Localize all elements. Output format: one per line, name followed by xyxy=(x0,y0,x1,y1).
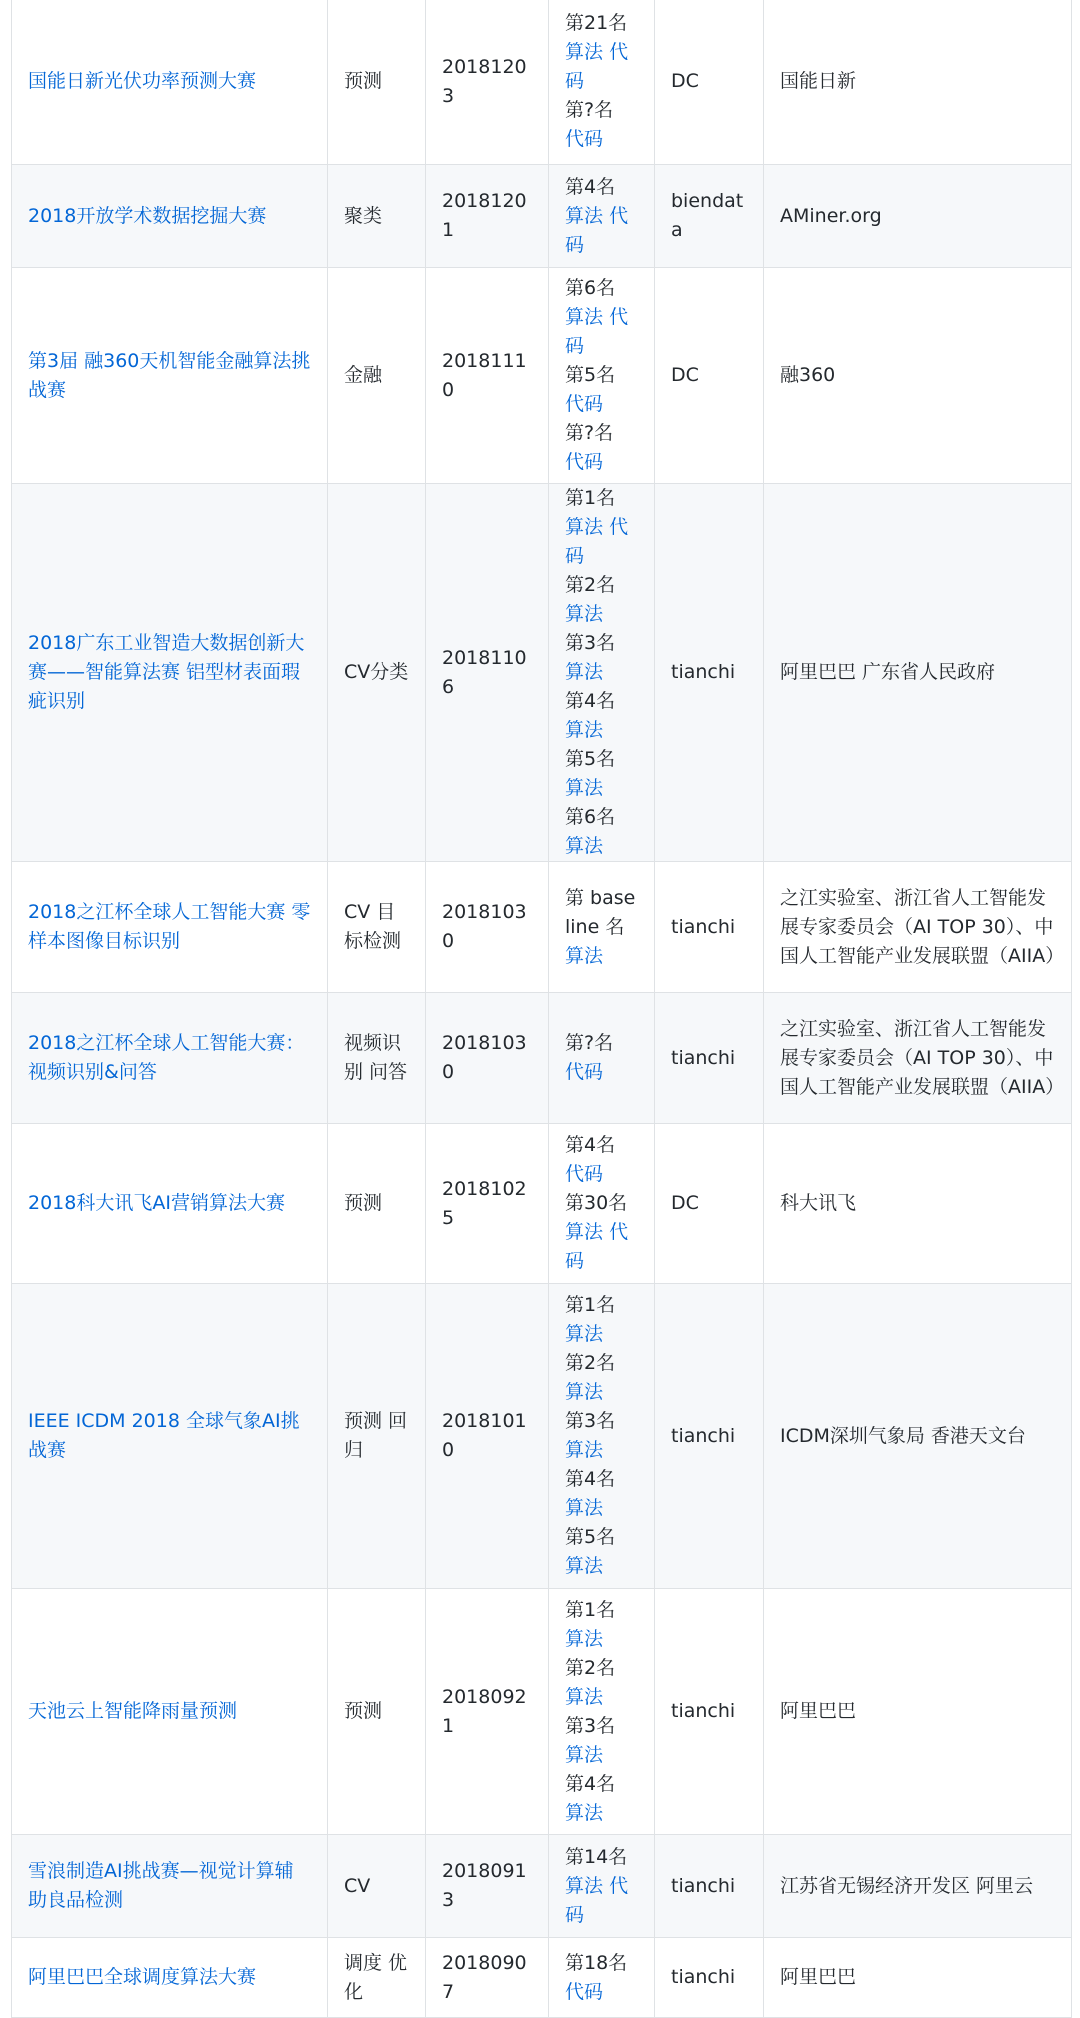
table-row xyxy=(12,0,1072,165)
algorithm-link[interactable]: 算法 xyxy=(565,1497,604,1519)
competition-type-cell: 预测 xyxy=(328,0,426,165)
competition-name-link[interactable]: 阿里巴巴全球调度算法大赛 xyxy=(28,1966,257,1988)
competition-name-link[interactable]: IEEE ICDM 2018 全球气象AI挑战赛 xyxy=(28,1410,300,1461)
competition-date-cell: 20181030 xyxy=(426,862,549,993)
rank-text: 第30名 xyxy=(565,1192,628,1214)
code-link[interactable]: 代码 xyxy=(565,1061,604,1083)
competition-date-cell: 20181010 xyxy=(426,1284,549,1589)
rank-cell xyxy=(549,0,655,165)
competition-type-cell: 预测 xyxy=(328,1124,426,1284)
rank-text: 第5名 xyxy=(565,364,616,386)
competition-name-cell xyxy=(12,1284,328,1589)
table-row xyxy=(12,1284,1072,1589)
code-link[interactable]: 代码 xyxy=(565,1874,629,1926)
competition-name-cell xyxy=(12,484,328,862)
algorithm-link[interactable]: 算法 xyxy=(565,516,604,538)
algorithm-link[interactable]: 算法 xyxy=(565,835,604,857)
algorithm-link[interactable]: 算法 xyxy=(565,1221,604,1243)
rank-text: 第4名 xyxy=(565,1772,616,1795)
sponsor-cell: 之江实验室、浙江省人工智能发展专家委员会（AI TOP 30）、中国人工智能产业发展联盟（AIIA） xyxy=(764,862,1072,993)
rank-text: 第1名 xyxy=(565,487,616,509)
rank-text: 第6名 xyxy=(565,806,616,828)
algorithm-link[interactable]: 算法 xyxy=(565,1801,604,1824)
competition-name-cell xyxy=(12,0,328,165)
competition-name-cell xyxy=(12,1589,328,1835)
algorithm-link[interactable]: 算法 xyxy=(565,306,604,328)
competition-name-cell xyxy=(12,862,328,993)
competition-date-cell: 20181201 xyxy=(426,165,549,268)
competition-date-cell: 20180913 xyxy=(426,1835,549,1938)
platform-cell: tianchi xyxy=(655,1589,764,1835)
competition-date-cell: 20181106 xyxy=(426,484,549,862)
table-row xyxy=(12,484,1072,862)
algorithm-link[interactable]: 算法 xyxy=(565,1874,604,1897)
code-link[interactable]: 代码 xyxy=(565,204,629,256)
algorithm-link[interactable]: 算法 xyxy=(565,777,604,799)
sponsor-cell: 科大讯飞 xyxy=(764,1124,1072,1284)
table-row xyxy=(12,1124,1072,1284)
platform-cell: tianchi xyxy=(655,1938,764,2018)
competition-name-cell xyxy=(12,1835,328,1938)
rank-text: 第3名 xyxy=(565,1714,616,1737)
rank-cell xyxy=(549,993,655,1124)
table-row xyxy=(12,268,1072,484)
rank-cell xyxy=(549,1835,655,1938)
rank-text: 第1名 xyxy=(565,1294,616,1316)
algorithm-link[interactable]: 算法 xyxy=(565,1323,604,1345)
algorithm-link[interactable]: 算法 xyxy=(565,1439,604,1461)
rank-text: 第2名 xyxy=(565,1656,616,1679)
rank-text: 第?名 xyxy=(565,422,614,444)
code-link[interactable]: 代码 xyxy=(565,41,629,92)
competition-name-cell xyxy=(12,165,328,268)
rank-text: 第2名 xyxy=(565,1352,616,1374)
sponsor-cell: 之江实验室、浙江省人工智能发展专家委员会（AI TOP 30）、中国人工智能产业发展联盟（AIIA） xyxy=(764,993,1072,1124)
table-row xyxy=(12,1835,1072,1938)
algorithm-link[interactable]: 算法 xyxy=(565,1381,604,1403)
competition-name-cell xyxy=(12,268,328,484)
competition-date-cell: 20180907 xyxy=(426,1938,549,2018)
competition-date-cell: 20180921 xyxy=(426,1589,549,1835)
rank-cell xyxy=(549,484,655,862)
competition-type-cell: 金融 xyxy=(328,268,426,484)
rank-text: 第4名 xyxy=(565,1134,616,1156)
rank-cell xyxy=(549,165,655,268)
platform-cell: DC xyxy=(655,0,764,165)
rank-cell xyxy=(549,1124,655,1284)
competition-type-cell: CV xyxy=(328,1835,426,1938)
competition-type-cell: 聚类 xyxy=(328,165,426,268)
competition-name-link[interactable]: 雪浪制造AI挑战赛—视觉计算辅助良品检测 xyxy=(28,1860,294,1911)
sponsor-cell: ICDM深圳气象局 香港天文台 xyxy=(764,1284,1072,1589)
algorithm-link[interactable]: 算法 xyxy=(565,41,604,63)
competition-name-link[interactable]: 2018广东工业智造大数据创新大赛——智能算法赛 铝型材表面瑕疵识别 xyxy=(28,632,305,712)
table-row xyxy=(12,1589,1072,1835)
platform-cell: DC xyxy=(655,268,764,484)
competition-name-cell xyxy=(12,993,328,1124)
rank-text: 第3名 xyxy=(565,632,616,654)
rank-cell xyxy=(549,1284,655,1589)
competition-name-link[interactable]: 2018之江杯全球人工智能大赛：视频识别&问答 xyxy=(28,1032,305,1083)
platform-cell: tianchi xyxy=(655,1835,764,1938)
competition-date-cell: 20181110 xyxy=(426,268,549,484)
algorithm-link[interactable]: 算法 xyxy=(565,204,604,227)
sponsor-cell: 阿里巴巴 xyxy=(764,1589,1072,1835)
table-row xyxy=(12,1938,1072,2018)
rank-text: 第14名 xyxy=(565,1845,628,1868)
rank-text: 第 baseline 名 xyxy=(565,886,636,938)
code-link[interactable]: 代码 xyxy=(565,451,604,473)
competition-name-link[interactable]: 第3届 融360天机智能金融算法挑战赛 xyxy=(28,349,311,401)
sponsor-cell: 阿里巴巴 xyxy=(764,1938,1072,2018)
rank-cell xyxy=(549,862,655,993)
sponsor-cell: 国能日新 xyxy=(764,0,1072,165)
competition-name-link[interactable]: 2018之江杯全球人工智能大赛 零样本图像目标识别 xyxy=(28,901,311,952)
competition-date-cell: 20181025 xyxy=(426,1124,549,1284)
competition-name-link[interactable]: 天池云上智能降雨量预测 xyxy=(28,1700,238,1722)
platform-cell: tianchi xyxy=(655,993,764,1124)
rank-text: 第5名 xyxy=(565,748,616,770)
rank-text: 第5名 xyxy=(565,1526,616,1548)
algorithm-link[interactable]: 算法 xyxy=(565,1685,604,1708)
rank-text: 第21名 xyxy=(565,12,628,34)
competition-type-cell: 预测 xyxy=(328,1589,426,1835)
rank-text: 第4名 xyxy=(565,175,616,198)
competition-type-cell: CV 目标检测 xyxy=(328,862,426,993)
competition-name-link[interactable]: 国能日新光伏功率预测大赛 xyxy=(28,70,257,92)
rank-text: 第2名 xyxy=(565,574,616,596)
rank-cell xyxy=(549,268,655,484)
platform-cell: biendata xyxy=(655,165,764,268)
table-row xyxy=(12,165,1072,268)
table-row xyxy=(12,862,1072,993)
code-link[interactable]: 代码 xyxy=(565,1163,604,1185)
rank-text: 第6名 xyxy=(565,277,616,299)
competition-type-cell: 视频识别 问答 xyxy=(328,993,426,1124)
rank-text: 第1名 xyxy=(565,1598,616,1621)
competition-name-link[interactable]: 2018科大讯飞AI营销算法大赛 xyxy=(28,1192,285,1214)
rank-text: 第?名 xyxy=(565,1032,614,1054)
competition-name-link[interactable]: 2018开放学术数据挖掘大赛 xyxy=(28,204,267,227)
code-link[interactable]: 代码 xyxy=(565,1221,629,1272)
rank-text: 第4名 xyxy=(565,1468,616,1490)
competition-type-cell: 预测 回归 xyxy=(328,1284,426,1589)
platform-cell: tianchi xyxy=(655,862,764,993)
algorithm-link[interactable]: 算法 xyxy=(565,1555,604,1577)
table-body xyxy=(12,0,1072,2018)
platform-cell: tianchi xyxy=(655,1284,764,1589)
competition-type-cell: CV分类 xyxy=(328,484,426,862)
competition-name-cell xyxy=(12,1124,328,1284)
algorithm-link[interactable]: 算法 xyxy=(565,1627,604,1650)
rank-text: 第4名 xyxy=(565,690,616,712)
code-link[interactable]: 代码 xyxy=(565,516,629,567)
rank-cell xyxy=(549,1938,655,2018)
code-link[interactable]: 代码 xyxy=(565,306,629,357)
algorithm-link[interactable]: 算法 xyxy=(565,603,604,625)
sponsor-cell: 融360 xyxy=(764,268,1072,484)
algorithm-link[interactable]: 算法 xyxy=(565,661,604,683)
sponsor-cell: 江苏省无锡经济开发区 阿里云 xyxy=(764,1835,1072,1938)
sponsor-cell: AMiner.org xyxy=(764,165,1072,268)
code-link[interactable]: 代码 xyxy=(565,128,604,150)
competition-date-cell: 20181030 xyxy=(426,993,549,1124)
platform-cell: tianchi xyxy=(655,484,764,862)
sponsor-cell: 阿里巴巴 广东省人民政府 xyxy=(764,484,1072,862)
code-link[interactable]: 代码 xyxy=(565,393,604,415)
rank-text: 第?名 xyxy=(565,99,614,121)
competition-type-cell: 调度 优化 xyxy=(328,1938,426,2018)
platform-cell: DC xyxy=(655,1124,764,1284)
rank-cell xyxy=(549,1589,655,1835)
competition-name-cell xyxy=(12,1938,328,2018)
algorithm-link[interactable]: 算法 xyxy=(565,944,604,967)
competition-table xyxy=(11,0,1072,2018)
code-link[interactable]: 代码 xyxy=(565,1980,604,2003)
rank-text: 第18名 xyxy=(565,1951,628,1974)
rank-text: 第3名 xyxy=(565,1410,616,1432)
algorithm-link[interactable]: 算法 xyxy=(565,719,604,741)
table-row xyxy=(12,993,1072,1124)
competition-date-cell: 20181203 xyxy=(426,0,549,165)
algorithm-link[interactable]: 算法 xyxy=(565,1743,604,1766)
